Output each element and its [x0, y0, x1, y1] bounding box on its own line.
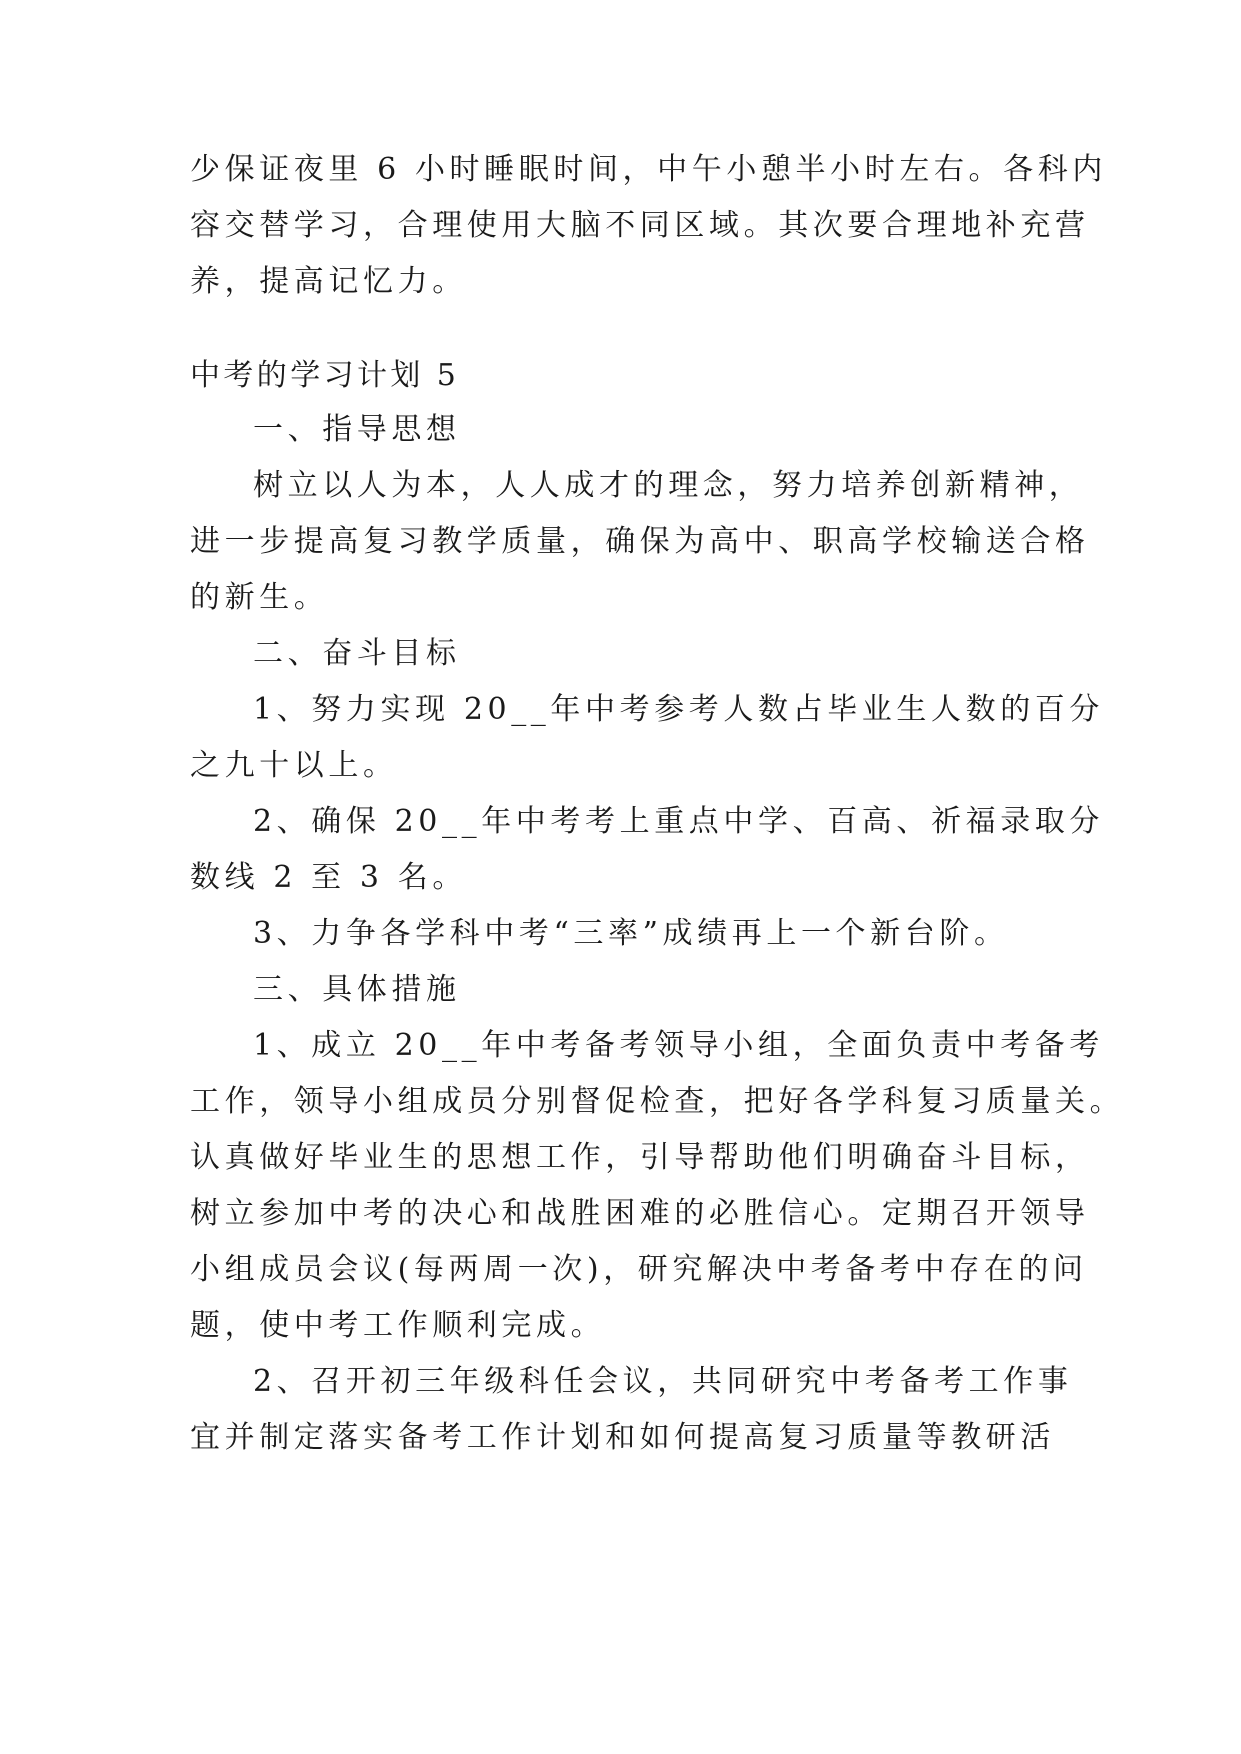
list-item: 3、力争各学科中考“三率”成绩再上一个新台阶。: [253, 916, 1009, 951]
body-text-line: 进一步提高复习教学质量，确保为高中、职高学校输送合格: [190, 524, 1090, 559]
body-text-line: 树立参加中考的决心和战胜困难的必胜信心。定期召开领导: [190, 1196, 1090, 1231]
subsection-heading: 三、具体措施: [253, 972, 461, 1007]
body-text-line: 少保证夜里 6 小时睡眠时间，中午小憩半小时左右。各科内: [190, 152, 1107, 187]
body-text-line: 之九十以上。: [190, 748, 398, 783]
body-text-line: 宜并制定落实备考工作计划和如何提高复习质量等教研活: [190, 1420, 1055, 1455]
body-text-line: 养，提高记忆力。: [190, 264, 467, 299]
body-text-line: 容交替学习，合理使用大脑不同区域。其次要合理地补充营: [190, 208, 1090, 243]
body-text-line: 工作，领导小组成员分别督促检查，把好各学科复习质量关。: [190, 1084, 1125, 1119]
body-text-line: 题，使中考工作顺利完成。: [190, 1308, 606, 1343]
list-item: 2、确保 20__年中考考上重点中学、百高、祈福录取分: [253, 804, 1104, 839]
body-text-line: 认真做好毕业生的思想工作，引导帮助他们明确奋斗目标，: [190, 1140, 1090, 1175]
list-item: 1、成立 20__年中考备考领导小组，全面负责中考备考: [253, 1028, 1104, 1063]
list-item: 2、召开初三年级科任会议，共同研究中考备考工作事: [253, 1364, 1073, 1399]
subsection-heading: 二、奋斗目标: [253, 636, 461, 671]
body-text-line: 小组成员会议(每两周一次)，研究解决中考备考中存在的问: [190, 1252, 1088, 1287]
body-text-line: 的新生。: [190, 580, 329, 615]
list-item: 1、努力实现 20__年中考参考人数占毕业生人数的百分: [253, 692, 1104, 727]
body-text-line: 数线 2 至 3 名。: [190, 860, 467, 895]
body-text-line: 树立以人为本，人人成才的理念，努力培养创新精神，: [253, 468, 1084, 503]
section-title: 中考的学习计划 5: [190, 358, 460, 393]
subsection-heading: 一、指导思想: [253, 412, 461, 447]
